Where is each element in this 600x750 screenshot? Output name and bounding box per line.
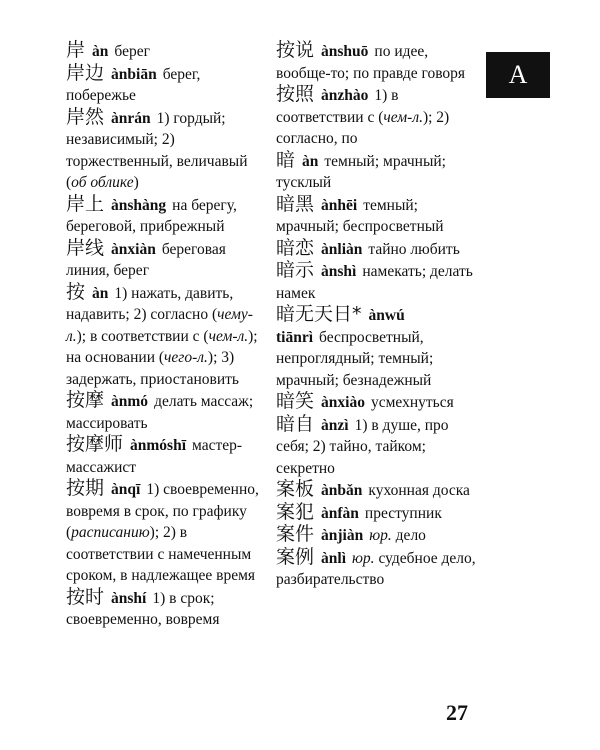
entry-pinyin: ànshuō bbox=[321, 43, 369, 60]
entry-headword: 按时 bbox=[66, 585, 105, 608]
dictionary-entry bbox=[276, 414, 476, 480]
entry-headword: 按 bbox=[66, 280, 86, 303]
entry-definition: по идее, вообще-то; по правде говоря bbox=[276, 43, 466, 82]
entry-definition: 1) гордый; независимый; 2) торжественный, величавый (об облике) bbox=[66, 109, 248, 191]
dictionary-entry bbox=[66, 434, 266, 478]
entry-headword: 暗笑 bbox=[276, 390, 315, 412]
dictionary-entry bbox=[276, 40, 476, 84]
entry-headword: 岸 bbox=[66, 39, 86, 61]
dictionary-entry bbox=[276, 150, 476, 194]
entry-pinyin: ànrán bbox=[111, 109, 151, 127]
dictionary-entry bbox=[276, 391, 476, 414]
entry-headword: 按摩 bbox=[66, 389, 105, 411]
entry-definition: юр. дело bbox=[369, 527, 426, 544]
entry-headword: 暗恋 bbox=[276, 236, 315, 259]
entry-pinyin: àn bbox=[302, 152, 319, 170]
entry-definition: на берегу, береговой, прибрежный bbox=[66, 196, 237, 235]
entry-pinyin: ànmó bbox=[111, 393, 149, 410]
left-column bbox=[66, 40, 266, 631]
dictionary-entry bbox=[66, 107, 266, 194]
dictionary-entry bbox=[276, 502, 476, 525]
entry-headword: 岸上 bbox=[66, 192, 105, 215]
entry-headword: 岸线 bbox=[66, 236, 105, 259]
entry-pinyin: ànwú tiānrì bbox=[276, 307, 405, 346]
dictionary-entry bbox=[276, 479, 476, 502]
entry-definition: беспросветный, непроглядный; темный; мрачный; безнадежный bbox=[276, 328, 434, 389]
dictionary-entry bbox=[66, 587, 266, 631]
entry-definition: 1) своевременно, вовремя в срок, по графику (расписанию); 2) в соответствии с намеченным сроком, в надлежащее время bbox=[66, 481, 259, 584]
entry-headword: 案犯 bbox=[276, 500, 315, 523]
entry-pinyin: àn bbox=[92, 43, 109, 60]
dictionary-entry bbox=[66, 40, 266, 63]
dictionary-entry bbox=[66, 194, 266, 238]
entry-headword: 暗示 bbox=[276, 259, 315, 281]
dictionary-entry bbox=[276, 260, 476, 304]
entry-definition: тайно любить bbox=[368, 240, 460, 258]
entry-definition: темный; мрачный; тусклый bbox=[276, 152, 446, 191]
entry-headword: 暗黑 bbox=[276, 192, 315, 215]
entry-pinyin: ànjiàn bbox=[321, 527, 364, 544]
dictionary-entry bbox=[276, 194, 476, 238]
entry-pinyin: ànhēi bbox=[321, 196, 358, 214]
dictionary-entry bbox=[276, 547, 476, 591]
dictionary-entry bbox=[66, 478, 266, 587]
entry-definition: преступник bbox=[364, 504, 442, 522]
entry-headword: 暗自 bbox=[276, 412, 315, 435]
dictionary-entry bbox=[276, 238, 476, 261]
entry-headword: 按期 bbox=[66, 477, 105, 499]
entry-definition: берег, побережье bbox=[66, 65, 201, 104]
entry-pinyin: ànbǎn bbox=[321, 482, 363, 499]
entry-pinyin: ànfàn bbox=[321, 504, 359, 522]
section-letter-tab: A bbox=[486, 52, 550, 98]
entry-definition: 1) нажать, давить, надавить; 2) согласно (чему-л.); в соответствии с (чем-л.); на основании (чего-л.); 3) задержать, приостановить bbox=[66, 284, 258, 388]
dictionary-entry bbox=[66, 238, 266, 282]
entry-pinyin: ànmóshī bbox=[130, 437, 187, 454]
right-column bbox=[276, 40, 476, 591]
entry-headword: 案板 bbox=[276, 478, 315, 500]
dictionary-entry bbox=[66, 390, 266, 434]
dictionary-entry bbox=[66, 282, 266, 391]
entry-definition: 1) в срок; своевременно, вовремя bbox=[66, 589, 220, 628]
entry-pinyin: ànshí bbox=[111, 589, 147, 607]
entry-pinyin: ànliàn bbox=[321, 240, 363, 258]
dictionary-entry bbox=[276, 84, 476, 150]
entry-headword: 案件 bbox=[276, 523, 315, 545]
entry-headword: 岸边 bbox=[66, 61, 105, 84]
entry-headword: 按摩师 bbox=[66, 433, 124, 455]
entry-definition: 1) в соответствии с (чем-л.); 2) согласно, по bbox=[276, 87, 450, 147]
entry-headword: 暗 bbox=[276, 148, 296, 171]
entry-definition: мастер-массажист bbox=[66, 437, 243, 476]
entry-pinyin: àn bbox=[92, 284, 109, 302]
entry-headword: 暗无天日* bbox=[276, 303, 362, 325]
entry-pinyin: ànlì bbox=[321, 549, 346, 567]
page-number: 27 bbox=[446, 700, 468, 725]
entry-pinyin: ànqī bbox=[111, 481, 141, 498]
entry-definition: кухонная доска bbox=[368, 482, 470, 499]
entry-pinyin: ànshàng bbox=[111, 196, 167, 214]
entry-definition: 1) в душе, про себя; 2) тайно, тайком; секретно bbox=[276, 416, 449, 477]
entry-definition: усмехнуться bbox=[370, 394, 454, 411]
entry-definition: береговая линия, берег bbox=[66, 240, 226, 279]
entry-definition: намекать; делать намек bbox=[276, 263, 473, 302]
entry-definition: берег bbox=[114, 43, 150, 60]
entry-pinyin: ànzì bbox=[321, 416, 349, 434]
entry-headword: 按照 bbox=[276, 83, 315, 105]
entry-definition: делать массаж; массировать bbox=[66, 393, 254, 432]
entry-definition: темный; мрачный; беспросветный bbox=[276, 196, 444, 235]
entry-pinyin: ànbiān bbox=[111, 65, 157, 83]
dictionary-entry bbox=[66, 63, 266, 107]
entry-definition: юр. судебное дело, разбирательство bbox=[276, 549, 476, 588]
entry-pinyin: ànshì bbox=[321, 263, 357, 280]
entry-headword: 案例 bbox=[276, 545, 315, 568]
entry-pinyin: ànzhào bbox=[321, 87, 369, 104]
dictionary-entry bbox=[276, 304, 476, 391]
entry-headword: 按说 bbox=[276, 39, 315, 61]
dictionary-entry bbox=[276, 524, 476, 547]
entry-pinyin: ànxiàn bbox=[111, 240, 156, 258]
entry-pinyin: ànxiào bbox=[321, 394, 365, 411]
entry-headword: 岸然 bbox=[66, 105, 105, 128]
